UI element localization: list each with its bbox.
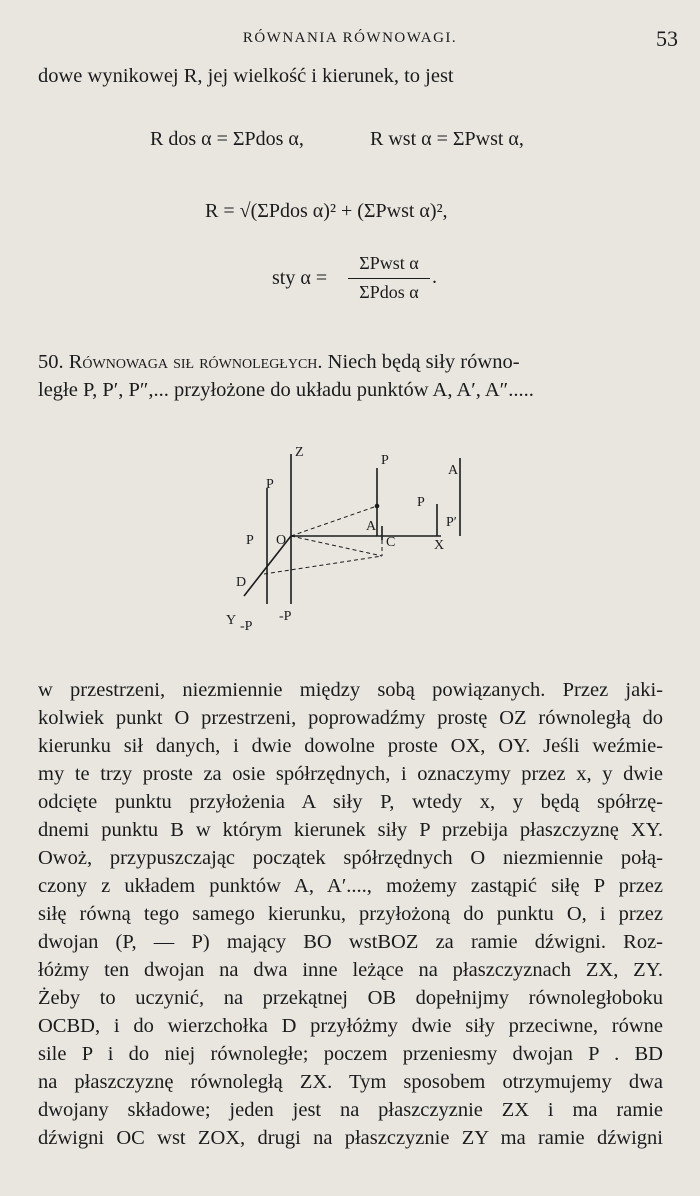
body-line: łóżmy ten dwojan na dwa inne leżące na płaszczyznach ZX, ZY. [38, 959, 663, 981]
running-title: RÓWNANIA RÓWNOWAGI. [242, 30, 458, 46]
fraction-bar [348, 278, 430, 279]
body-line: OCBD, i do wierzchołka D przyłóżmy dwie siły przeciwne, równe [38, 1015, 663, 1037]
page-number: 53 [656, 26, 678, 51]
label-z: Z [295, 445, 304, 460]
label-p-top: P [381, 453, 389, 468]
section-line-1-rest: Niech będą siły równo- [327, 351, 520, 373]
section-number: 50. [38, 351, 64, 373]
body-line: kolwiek punkt O przestrzeni, poprowadźmy prostę OZ równoległą do [38, 707, 663, 729]
equation-sty-lhs: sty α = [272, 267, 328, 289]
body-line: odcięte punktu przyłożenia A siły P, wtedy x, y będą spółrzę- [38, 791, 663, 813]
label-p-at-o: P [246, 533, 254, 548]
body-line: siłę równą tego samego kierunku, przyłożoną do punktu O, i przez [38, 903, 663, 925]
label-p-prime: P′ [446, 515, 457, 530]
figure-diagram [196, 436, 466, 632]
label-a-mid: A [366, 519, 377, 534]
equation-r-magnitude: R = √(ΣPdos α)² + (ΣPwst α)², [205, 200, 448, 222]
point-a-dot [375, 504, 380, 509]
section-50-line-1 [38, 348, 663, 376]
label-p-left: P [266, 477, 274, 492]
label-o: O [276, 533, 287, 548]
equation-r-wst: R wst α = ΣPwst α, [370, 128, 524, 150]
body-line: Żeby to uczynić, na przekątnej OB dopełnijmy równoległoboku [38, 987, 663, 1009]
body-line: na płaszczyznę równoległą ZX. Tym sposobem otrzymujemy dwa [38, 1071, 663, 1093]
fraction-numerator: ΣPwst α [359, 253, 419, 273]
label-minus-p-left: -P [240, 619, 253, 632]
db-dashed [264, 556, 382, 574]
body-line: sile P i do niej równoległe; poczem przeniesmy dwojan P . BD [38, 1043, 663, 1065]
label-c: C [386, 535, 396, 550]
label-a-top: A [448, 463, 459, 478]
coordinate-figure [196, 436, 466, 632]
section-title: Równowaga sił równoległych. [68, 351, 323, 373]
body-line: dnemi punktu B w którym kierunek siły P przebija płaszczyznę XY. [38, 819, 663, 841]
body-line: w przestrzeni, niezmiennie między sobą powiązanych. Przez jaki- [38, 679, 663, 701]
fraction-denominator: ΣPdos α [359, 282, 419, 302]
label-x: X [434, 538, 445, 553]
intro-line: dowe wynikowej R, jej wielkość i kierunek, to jest [38, 65, 454, 87]
label-p-mid: P [417, 495, 425, 510]
section-50-line-2: ległe P, P′, P″,... przyłożone do układu punktów A, A′, A″..... [38, 379, 534, 401]
body-line: dwojan (P, — P) mający BO wstBOZ za ramie dźwigni. Roz- [38, 931, 663, 953]
oa-dashed [291, 506, 377, 536]
diagonal-ob [291, 536, 382, 556]
body-line: czony z układem punktów A, A′...., możemy zastąpić siłę P przez [38, 875, 663, 897]
equation-end-period: . [432, 266, 437, 288]
label-y: Y [226, 613, 237, 628]
body-line: kierunku sił danych, i dwie dowolne proste OX, OY. Jeśli weźmie- [38, 735, 663, 757]
body-line: dwojany składowe; jeden jest na płaszczyznie ZX i ma ramie [38, 1099, 663, 1121]
body-line: dźwigni OC wst ZOX, drugi na płaszczyznie ZY ma ramie dźwigni [38, 1127, 663, 1149]
body-line: my te trzy proste za osie spółrzędnych, i oznaczymy przez x, y dwie [38, 763, 663, 785]
equation-r-dos: R dos α = ΣPdos α, [150, 128, 304, 150]
body-line: Owoż, przypuszczając początek spółrzędnych O niezmiennie połą- [38, 847, 663, 869]
label-d: D [236, 575, 247, 590]
label-minus-p-right: -P [279, 609, 292, 624]
